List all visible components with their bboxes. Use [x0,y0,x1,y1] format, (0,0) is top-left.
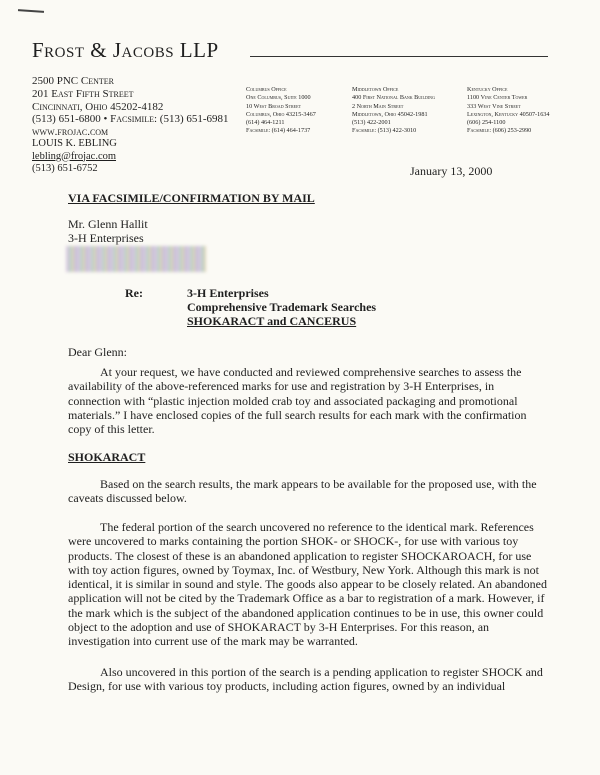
subject-block [187,286,376,328]
office-line: 10 West Broad Street [246,102,302,110]
paragraph-text: Also uncovered in this portion of the search is a pending application to register SHOCK and Design, for use with various toy products, including action figures, owned by an individual [68,665,543,694]
recipient-block [68,217,148,245]
office-line: Kentucky Office [467,86,508,93]
office-line: Middletown, Ohio 45042-1981 [352,110,428,118]
salutation: Dear Glenn: [68,345,127,359]
sender-email-link[interactable]: lebling@frojac.com [32,150,117,162]
office-line: 1100 Vine Center Tower [467,94,528,102]
re-label: Re: [125,286,143,300]
delivery-method: VIA FACSIMILE/CONFIRMATION BY MAIL [68,191,315,205]
letter-date: January 13, 2000 [410,164,493,178]
office-line: Facsimile: (614) 464-1737 [246,127,311,135]
letterhead-rule [250,56,548,57]
redacted-address [66,246,206,272]
office-line: (606) 254-1100 [467,119,506,127]
office-line: Facsimile: (606) 253-2990 [467,127,532,135]
office-line: (513) 422-2001 [352,119,391,127]
office-line: 400 First National Bank Building [352,94,435,102]
recipient-name: Mr. Glenn Hallit [68,217,148,231]
main-office-address [32,75,229,139]
body-paragraph [68,665,548,694]
recipient-company: 3-H Enterprises [68,231,144,245]
office-line: One Columbus, Suite 1000 [246,94,311,102]
corner-mark [18,9,44,13]
sender-phone: (513) 651-6752 [32,163,98,174]
office-line: Lexington, Kentucky 40507-1634 [467,110,550,118]
office-line: (614) 464-1211 [246,119,285,127]
sender-block [32,138,117,176]
firm-name: Frost & Jacobs LLP [32,38,219,62]
website: www.frojac.com [32,126,109,139]
address-line: Cincinnati, Ohio 45202-4182 [32,100,164,113]
address-line: 201 East Fifth Street [32,87,134,100]
office-line: Middletown Office [352,86,399,93]
address-line: 2500 PNC Center [32,75,115,87]
paragraph-text: The federal portion of the search uncovered no reference to the identical mark. References were uncovered to marks containing the portion SHOK- or SHOCK-, for use with various toy products. The closest of these is an abandoned application to register SHOCKAROACH, for use with toy action figures, owned by Toymax, Inc. of Westbury, New York. Although this mark is not identical, it is similar in sound and style. The goods also appear to be closely related. An abandoned application will not be cited by the Trademark Office as a bar to registration of a mark. However, if the mark which is the subject of the abandoned application continues to be in use, this owner could object to the adoption and use of SHOKARACT by 3-H Enterprises. For this reason, an investigation into current use of the mark may be warranted. [68,520,547,649]
paragraph-text: Based on the search results, the mark appears to be available for the proposed use, with the caveats discussed below. [68,477,537,506]
office-line: Columbus Office [246,86,287,93]
office-line: 333 West Vine Street [467,102,521,110]
office-line: 2 North Main Street [352,102,404,110]
section-heading: SHOKARACT [68,450,146,464]
body-paragraph [68,520,548,649]
body-paragraph [68,365,548,436]
paragraph-text: At your request, we have conducted and reviewed comprehensive searches to assess the availability of the above-referenced marks for use and registration by 3-H Enterprises, in connection with “plastic injection molded crab toy and associated packaging and promotional materials.” I have enclosed copies of the full search results for each mark with the confirmation copy of this letter. [68,365,527,437]
office-line: Facsimile: (513) 422-3010 [352,127,417,135]
office-line: Columbus, Ohio 43215-3467 [246,110,316,118]
subject-line: Comprehensive Trademark Searches [187,300,377,314]
sender-name: LOUIS K. EBLING [32,138,117,149]
body-paragraph [68,477,548,506]
subject-line: SHOKARACT and CANCERUS [187,314,357,328]
columbus-office [246,86,316,136]
middletown-office [352,86,435,136]
kentucky-office [467,86,550,136]
phone-fax-line: (513) 651-6800 • Facsimile: (513) 651-6981 [32,113,229,126]
subject-line: 3-H Enterprises [187,286,269,300]
